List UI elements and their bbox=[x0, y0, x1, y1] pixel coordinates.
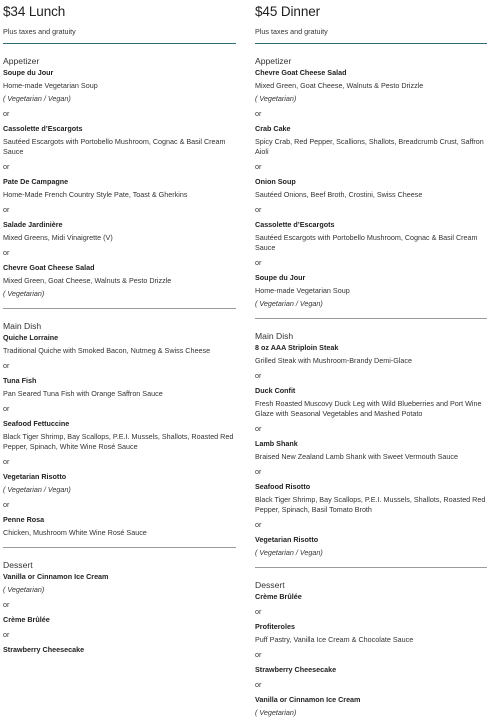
or-separator: or bbox=[255, 680, 262, 689]
section-title: Main Dish bbox=[255, 331, 294, 341]
menu-item bbox=[255, 592, 487, 602]
menu-item bbox=[3, 220, 236, 243]
menu-item bbox=[255, 622, 487, 645]
lunch-sections bbox=[3, 56, 236, 655]
dietary-tag: ( Vegetarian / Vegan) bbox=[3, 94, 71, 103]
item-description: Black Tiger Shrimp, Bay Scallops, P.E.I. Mussels, Shallots, Roasted Red Pepper, Spinach, Basil Tomato Broth bbox=[255, 495, 486, 514]
or-separator: or bbox=[255, 650, 262, 659]
menu-item bbox=[255, 386, 487, 419]
or-separator: or bbox=[3, 630, 10, 639]
menu-section bbox=[3, 321, 236, 538]
item-description: Puff Pastry, Vanilla Ice Cream & Chocolate Sauce bbox=[255, 635, 414, 644]
dietary-tag: ( Vegetarian / Vegan) bbox=[3, 485, 71, 494]
item-name: Duck Confit bbox=[255, 386, 296, 395]
item-description: Pan Seared Tuna Fish with Orange Saffron Sauce bbox=[3, 389, 163, 398]
dinner-sections bbox=[255, 56, 487, 718]
or-separator: or bbox=[3, 404, 10, 413]
or-separator: or bbox=[255, 162, 262, 171]
dinner-column bbox=[255, 0, 487, 718]
item-name: Chevre Goat Cheese Salad bbox=[255, 68, 347, 77]
dinner-header-divider bbox=[255, 43, 487, 44]
item-name: Lamb Shank bbox=[255, 439, 298, 448]
menu-item bbox=[255, 439, 487, 462]
item-description: Traditional Quiche with Smoked Bacon, Nutmeg & Swiss Cheese bbox=[3, 346, 211, 355]
item-description: Home-made Vegetarian Soup bbox=[3, 81, 98, 90]
lunch-header-divider bbox=[3, 43, 236, 44]
menu-item bbox=[255, 68, 487, 104]
section-title: Appetizer bbox=[3, 56, 40, 66]
item-name: Chevre Goat Cheese Salad bbox=[3, 263, 95, 272]
item-description: Braised New Zealand Lamb Shank with Sweet Vermouth Sauce bbox=[255, 452, 458, 461]
item-name: Vanilla or Cinnamon Ice Cream bbox=[3, 572, 109, 581]
item-name: Profiteroles bbox=[255, 622, 295, 631]
item-description: Chicken, Mushroom White Wine Rosé Sauce bbox=[3, 528, 147, 537]
or-separator: or bbox=[255, 371, 262, 380]
menu-item bbox=[3, 615, 236, 625]
item-name: Soupe du Jour bbox=[3, 68, 54, 77]
or-separator: or bbox=[3, 248, 10, 257]
menu-item bbox=[3, 177, 236, 200]
section-title: Main Dish bbox=[3, 321, 42, 331]
item-description: Home-Made French Country Style Pate, Toast & Gherkins bbox=[3, 190, 188, 199]
dietary-tag: ( Vegetarian) bbox=[255, 708, 297, 717]
item-name: Vegetarian Risotto bbox=[3, 472, 67, 481]
item-description: Sautéed Escargots with Portobello Mushroom, Cognac & Basil Cream Sauce bbox=[255, 233, 478, 252]
item-description: Sautéed Escargots with Portobello Mushroom, Cognac & Basil Cream Sauce bbox=[3, 137, 226, 156]
dietary-tag: ( Vegetarian / Vegan) bbox=[255, 548, 323, 557]
item-description: Mixed Greens, Midi Vinaigrette (V) bbox=[3, 233, 113, 242]
item-name: Seafood Risotto bbox=[255, 482, 311, 491]
section-divider bbox=[3, 547, 236, 548]
menu-item bbox=[255, 273, 487, 309]
menu-item bbox=[255, 220, 487, 253]
item-name: Soupe du Jour bbox=[255, 273, 306, 282]
item-name: Vegetarian Risotto bbox=[255, 535, 319, 544]
item-description: Black Tiger Shrimp, Bay Scallops, P.E.I. Mussels, Shallots, Roasted Red Pepper, Spinach, White Wine Rosé Sauce bbox=[3, 432, 234, 451]
item-name: Onion Soup bbox=[255, 177, 296, 186]
section-title: Dessert bbox=[3, 560, 33, 570]
item-name: Quiche Lorraine bbox=[3, 333, 59, 342]
menu-item bbox=[3, 419, 236, 452]
item-name: Penne Rosa bbox=[3, 515, 45, 524]
item-name: Salade Jardinière bbox=[3, 220, 63, 229]
or-separator: or bbox=[3, 109, 10, 118]
or-separator: or bbox=[255, 205, 262, 214]
lunch-price-title: $34 Lunch bbox=[3, 4, 66, 19]
menu-section bbox=[255, 56, 487, 309]
or-separator: or bbox=[255, 258, 262, 267]
or-separator: or bbox=[3, 205, 10, 214]
or-separator: or bbox=[3, 162, 10, 171]
menu-item bbox=[255, 124, 487, 157]
item-name: 8 oz AAA Striploin Steak bbox=[255, 343, 339, 352]
menu-item bbox=[3, 645, 236, 655]
item-name: Seafood Fettuccine bbox=[3, 419, 70, 428]
menu-item bbox=[255, 343, 487, 366]
or-separator: or bbox=[3, 361, 10, 370]
or-separator: or bbox=[3, 600, 10, 609]
menu-section bbox=[255, 331, 487, 558]
menu-item bbox=[3, 263, 236, 299]
section-divider bbox=[255, 318, 487, 319]
menu-section bbox=[255, 580, 487, 718]
menu-item bbox=[3, 124, 236, 157]
menu-item bbox=[255, 695, 487, 718]
item-name: Cassolette d’Escargots bbox=[3, 124, 83, 133]
or-separator: or bbox=[3, 457, 10, 466]
section-divider bbox=[3, 308, 236, 309]
item-name: Crab Cake bbox=[255, 124, 291, 133]
item-name: Strawberry Cheesecake bbox=[3, 645, 85, 654]
menu-section bbox=[3, 560, 236, 655]
or-separator: or bbox=[255, 520, 262, 529]
item-name: Cassolette d’Escargots bbox=[255, 220, 335, 229]
dietary-tag: ( Vegetarian) bbox=[255, 94, 297, 103]
or-separator: or bbox=[255, 109, 262, 118]
item-description: Mixed Green, Goat Cheese, Walnuts & Pesto Drizzle bbox=[255, 81, 424, 90]
item-name: Crème Brûlée bbox=[255, 592, 302, 601]
menu-item bbox=[3, 472, 236, 495]
menu-item bbox=[3, 376, 236, 399]
menu-item bbox=[3, 515, 236, 538]
item-name: Tuna Fish bbox=[3, 376, 37, 385]
or-separator: or bbox=[255, 607, 262, 616]
section-divider bbox=[255, 567, 487, 568]
dietary-tag: ( Vegetarian) bbox=[3, 585, 45, 594]
section-title: Dessert bbox=[255, 580, 285, 590]
or-separator: or bbox=[3, 500, 10, 509]
menu-item bbox=[255, 535, 487, 558]
item-name: Crème Brûlée bbox=[3, 615, 50, 624]
item-description: Grilled Steak with Mushroom-Brandy Demi-Glace bbox=[255, 356, 412, 365]
item-name: Strawberry Cheesecake bbox=[255, 665, 337, 674]
dinner-price-title: $45 Dinner bbox=[255, 4, 321, 19]
or-separator: or bbox=[255, 424, 262, 433]
dietary-tag: ( Vegetarian / Vegan) bbox=[255, 299, 323, 308]
dietary-tag: ( Vegetarian) bbox=[3, 289, 45, 298]
menu-item bbox=[3, 68, 236, 104]
item-name: Pate De Campagne bbox=[3, 177, 69, 186]
menu-item bbox=[255, 665, 487, 675]
lunch-tax-note: Plus taxes and gratuity bbox=[3, 27, 76, 36]
item-description: Fresh Roasted Muscovy Duck Leg with Wild Blueberries and Port Wine Glaze with Seasonal Vegetables and Mashed Potato bbox=[255, 399, 482, 418]
menu-item bbox=[255, 177, 487, 200]
or-separator: or bbox=[255, 467, 262, 476]
menu-item bbox=[255, 482, 487, 515]
menu-item bbox=[3, 572, 236, 595]
item-description: Spicy Crab, Red Pepper, Scallions, Shallots, Breadcrumb Crust, Saffron Aioli bbox=[255, 137, 484, 156]
dinner-tax-note: Plus taxes and gratuity bbox=[255, 27, 328, 36]
item-description: Mixed Green, Goat Cheese, Walnuts & Pesto Drizzle bbox=[3, 276, 172, 285]
item-name: Vanilla or Cinnamon Ice Cream bbox=[255, 695, 361, 704]
menu-section bbox=[3, 56, 236, 299]
lunch-column bbox=[3, 0, 236, 655]
item-description: Sautéed Onions, Beef Broth, Crostini, Swiss Cheese bbox=[255, 190, 423, 199]
item-description: Home-made Vegetarian Soup bbox=[255, 286, 350, 295]
menu-item bbox=[3, 333, 236, 356]
section-title: Appetizer bbox=[255, 56, 292, 66]
